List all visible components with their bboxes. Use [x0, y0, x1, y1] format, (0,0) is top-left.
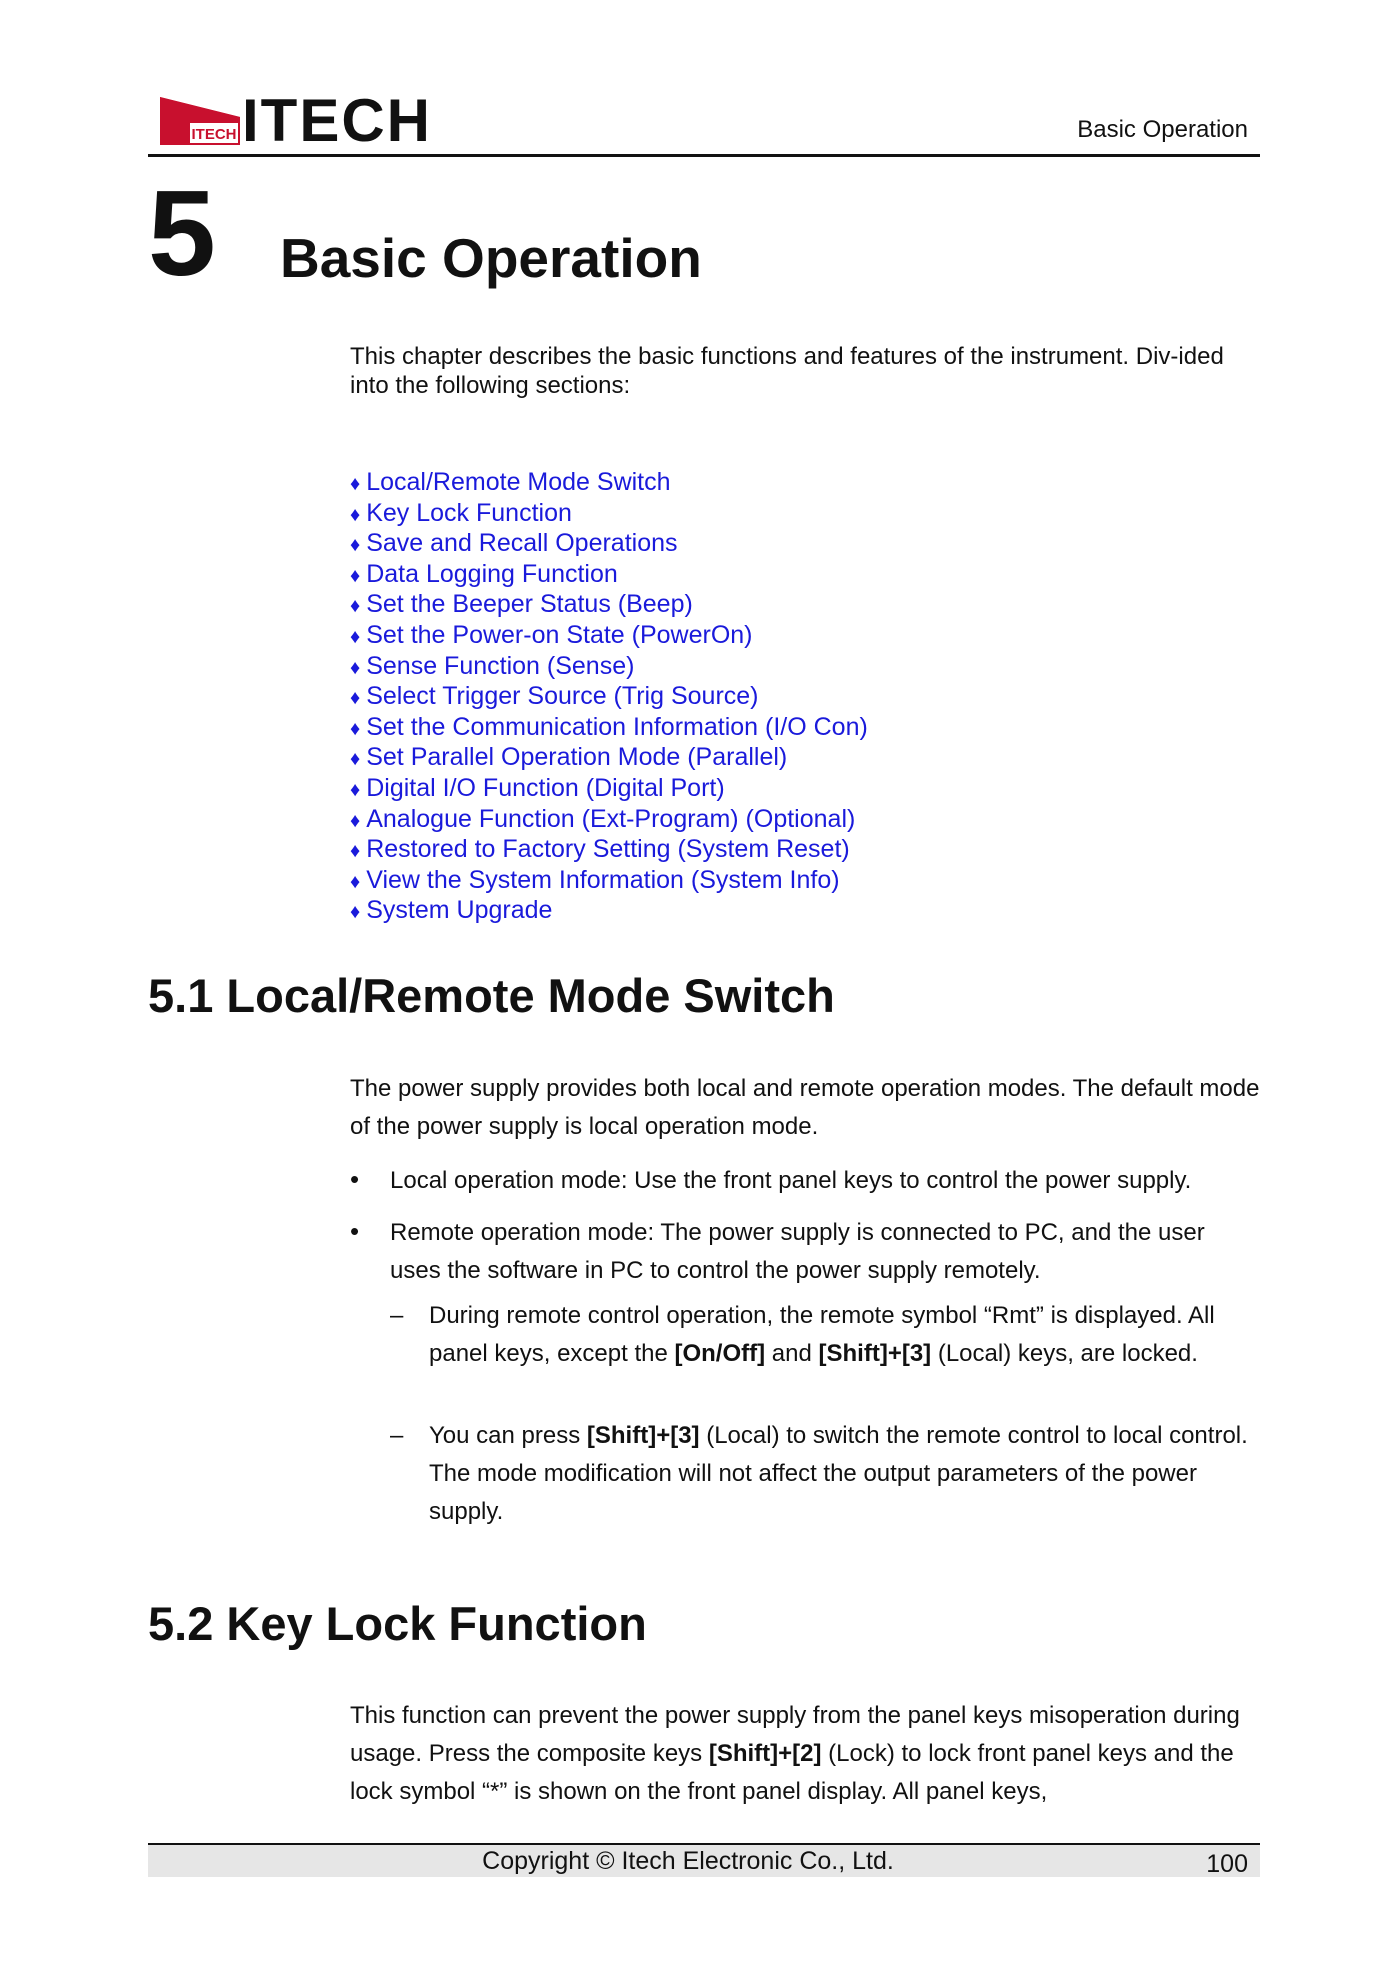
toc-link-sense[interactable]: ♦ Sense Function (Sense) — [350, 651, 635, 680]
toc-link-system-info[interactable]: ♦ View the System Information (System Info) — [350, 865, 840, 894]
section-5-2-heading: 5.2 Key Lock Function — [148, 1597, 647, 1650]
dash-bullet-icon: – — [390, 1422, 404, 1449]
diamond-bullet-icon: ♦ — [350, 809, 361, 832]
toc-link-save-recall[interactable]: ♦ Save and Recall Operations — [350, 529, 678, 558]
dash-bullet-icon: – — [390, 1302, 404, 1329]
toc-link-trigger-source[interactable]: ♦ Select Trigger Source (Trig Source) — [350, 682, 759, 711]
chapter-intro: This chapter describes the basic functions and features of the instrument. Div-ided into the following sections: — [350, 343, 1224, 399]
toc-link-power-on[interactable]: ♦ Set the Power-on State (PowerOn) — [350, 620, 753, 649]
bullet-remote-mode: • Remote operation mode: The power supply is connected to PC, and the user uses the software in PC to control the power supply remotely. — [350, 1214, 1260, 1290]
running-header-title: Basic Operation — [1077, 116, 1248, 143]
diamond-bullet-icon: ♦ — [350, 503, 361, 526]
toc-link-communication[interactable]: ♦ Set the Communication Information (I/O Con) — [350, 712, 868, 741]
page-number: 100 — [1206, 1850, 1248, 1878]
bullet-dot-icon: • — [350, 1216, 360, 1246]
diamond-bullet-icon: ♦ — [350, 870, 361, 893]
section-5-1-paragraph: The power supply provides both local and remote operation modes. The default mode of the power supply is local operation mode. — [350, 1075, 1260, 1140]
bullet-local-mode: • Local operation mode: Use the front panel keys to control the power supply. — [350, 1162, 1260, 1200]
diamond-bullet-icon: ♦ — [350, 656, 361, 679]
itech-logo-mark-icon — [160, 97, 240, 145]
toc-link-local-remote[interactable]: ♦ Local/Remote Mode Switch — [350, 468, 671, 496]
diamond-bullet-icon: ♦ — [350, 778, 361, 801]
diamond-bullet-icon: ♦ — [350, 687, 361, 710]
toc-link-digital-io[interactable]: ♦ Digital I/O Function (Digital Port) — [350, 773, 725, 802]
chapter-title: Basic Operation — [280, 227, 702, 289]
bullet-dot-icon: • — [350, 1164, 360, 1194]
toc-link-system-upgrade[interactable]: ♦ System Upgrade — [350, 896, 553, 925]
diamond-bullet-icon: ♦ — [350, 901, 361, 924]
itech-logo — [160, 87, 432, 154]
toc-link-analogue[interactable]: ♦ Analogue Function (Ext-Program) (Optional) — [350, 804, 856, 833]
sub-item-switch-local: – You can press [Shift]+[3] (Local) to switch the remote control to local control. The mode modification will not affect the output parameters of the power supply. — [390, 1417, 1260, 1531]
diamond-bullet-icon: ♦ — [350, 717, 361, 740]
toc-link-beeper[interactable]: ♦ Set the Beeper Status (Beep) — [350, 590, 693, 619]
toc-link-key-lock[interactable]: ♦ Key Lock Function — [350, 498, 572, 527]
logo-mark-text: ITECH — [191, 126, 237, 143]
diamond-bullet-icon: ♦ — [350, 473, 361, 495]
section-5-2-paragraph: This function can prevent the power supply from the panel keys misoperation during usage. Press the composite keys [Shift]+[2] (Lock) to lock front panel keys and the lock symbol “*” is shown on the front panel display. All panel keys, — [350, 1702, 1240, 1805]
chapter-number: 5 — [148, 165, 216, 301]
diamond-bullet-icon: ♦ — [350, 534, 361, 557]
diamond-bullet-icon: ♦ — [350, 564, 361, 587]
diamond-bullet-icon: ♦ — [350, 840, 361, 863]
sub-item-remote-symbol: – During remote control operation, the remote symbol “Rmt” is displayed. All panel keys, except the [On/Off] and [Shift]+[3] (Local) keys, are locked. — [390, 1297, 1260, 1373]
diamond-bullet-icon: ♦ — [350, 625, 361, 648]
header-rule — [148, 154, 1260, 157]
toc-link-data-logging[interactable]: ♦ Data Logging Function — [350, 559, 618, 588]
diamond-bullet-icon: ♦ — [350, 748, 361, 771]
section-link-list — [350, 468, 1250, 927]
section-5-1-heading: 5.1 Local/Remote Mode Switch — [148, 969, 835, 1022]
footer-copyright: Copyright © Itech Electronic Co., Ltd. — [482, 1847, 894, 1875]
toc-link-factory-reset[interactable]: ♦ Restored to Factory Setting (System Reset) — [350, 835, 850, 864]
diamond-bullet-icon: ♦ — [350, 595, 361, 618]
toc-link-parallel[interactable]: ♦ Set Parallel Operation Mode (Parallel) — [350, 743, 788, 772]
logo-wordmark: ITECH — [242, 87, 432, 154]
